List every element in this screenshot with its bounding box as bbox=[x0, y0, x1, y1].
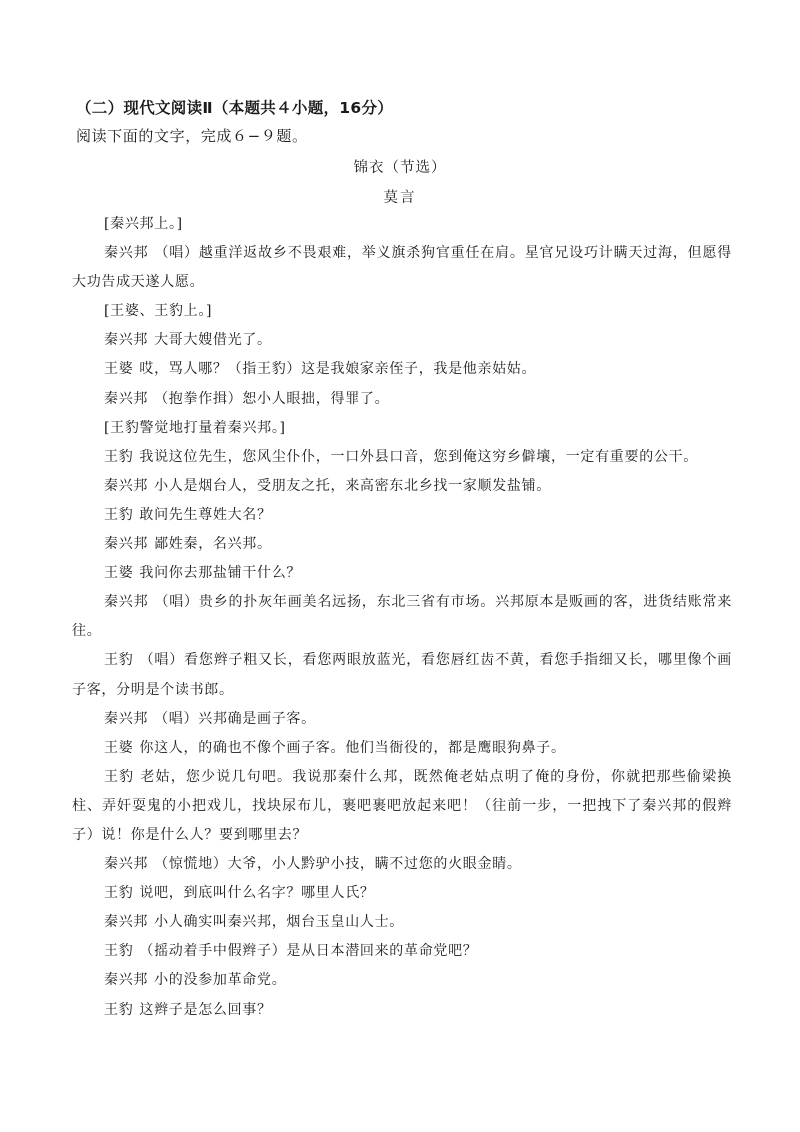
dialogue-line bbox=[72, 559, 732, 588]
line-text: （惊慌地）大爷，小人黔驴小技，瞒不过您的火眼金睛。 bbox=[154, 856, 522, 873]
speaker-name: 秦兴邦 bbox=[104, 856, 149, 873]
dialogue-line bbox=[72, 734, 732, 763]
line-text: 小的没参加革命党。 bbox=[154, 972, 287, 989]
dialogue-line bbox=[72, 355, 732, 384]
dialogue-line bbox=[72, 937, 732, 966]
line-text: 小人确实叫秦兴邦，烟台玉皇山人士。 bbox=[154, 914, 405, 931]
stage-direction bbox=[72, 210, 732, 239]
line-text: （抱拳作揖）恕小人眼拙，得罪了。 bbox=[154, 390, 390, 407]
line-text: 我说这位先生，您风尘仆仆，一口外县口音，您到俺这穷乡僻壤，一定有重要的公干。 bbox=[139, 448, 699, 465]
line-text: 这辫子是怎么回事？ bbox=[139, 1001, 272, 1018]
dialogue-line bbox=[72, 239, 732, 297]
stage-direction bbox=[72, 297, 732, 326]
line-text: 哎，骂人哪？（指王豹）这是我娘家亲侄子，我是他亲姑姑。 bbox=[139, 361, 537, 378]
dialogue-line bbox=[72, 705, 732, 734]
speaker-name: 王豹 bbox=[104, 1001, 134, 1018]
speaker-name: 王婆 bbox=[104, 361, 134, 378]
line-text: （唱）兴邦确是画子客。 bbox=[154, 710, 316, 727]
speaker-name: 王豹 bbox=[104, 652, 134, 669]
dialogue-line bbox=[72, 646, 732, 704]
line-text: [秦兴邦上。] bbox=[104, 216, 183, 232]
speaker-name: 王豹 bbox=[104, 943, 134, 960]
line-text: [王婆、王豹上。] bbox=[104, 303, 213, 320]
line-text: 老姑，您少说几句吧。我说那秦什么邦，既然俺老姑点明了俺的身份，你就把那些偷梁换柱、弄奸耍鬼的小把戏儿，找块尿布儿，裹吧裹吧放起来吧！（往前一步，一把拽下了秦兴邦的假辫子）说！你是什么人？要到哪里去？ bbox=[72, 768, 732, 843]
speaker-name: 王豹 bbox=[104, 506, 134, 523]
dialogue-line bbox=[72, 443, 732, 472]
reading-instruction: 阅读下面的文字，完成６−９题。 bbox=[76, 127, 308, 145]
line-text: （摇动着手中假辫子）是从日本潜回来的革命党吧？ bbox=[139, 943, 478, 960]
line-text: 你这人，的确也不像个画子客。他们当衙役的，都是鹰眼狗鼻子。 bbox=[139, 739, 566, 756]
speaker-name: 秦兴邦 bbox=[104, 332, 149, 349]
line-text: [王豹警觉地打量着秦兴邦。] bbox=[104, 419, 286, 436]
line-text: 说吧，到底叫什么名字？哪里人氏？ bbox=[139, 885, 375, 902]
passage-title: 锦衣（节选） bbox=[353, 160, 447, 176]
speaker-name: 秦兴邦 bbox=[104, 594, 149, 611]
speaker-name: 王婆 bbox=[104, 565, 134, 582]
stage-direction bbox=[72, 414, 732, 443]
dialogue-line bbox=[72, 996, 732, 1025]
line-text: 敢问先生尊姓大名？ bbox=[139, 506, 272, 523]
speaker-name: 王豹 bbox=[104, 885, 134, 902]
script-body bbox=[72, 210, 732, 1025]
line-text: 鄙姓秦，名兴邦。 bbox=[154, 536, 272, 553]
section-heading: （二）现代文阅读Ⅱ（本题共４小题，16分） bbox=[76, 99, 394, 117]
line-text: （唱）看您辫子粗又长，看您两眼放蓝光，看您唇红齿不黄，看您手指细又长，哪里像个画子客，分明是个读书郎。 bbox=[72, 652, 732, 698]
line-text: 小人是烟台人，受朋友之托，来高密东北乡找一家顺发盐铺。 bbox=[154, 477, 552, 494]
speaker-name: 王豹 bbox=[104, 768, 135, 785]
speaker-name: 秦兴邦 bbox=[104, 245, 149, 262]
dialogue-line bbox=[72, 530, 732, 559]
line-text: 大哥大嫂借光了。 bbox=[154, 332, 272, 349]
dialogue-line bbox=[72, 501, 732, 530]
dialogue-line bbox=[72, 326, 732, 355]
speaker-name: 秦兴邦 bbox=[104, 710, 149, 727]
dialogue-line bbox=[72, 908, 732, 937]
dialogue-line bbox=[72, 385, 732, 414]
speaker-name: 秦兴邦 bbox=[104, 914, 149, 931]
dialogue-line bbox=[72, 879, 732, 908]
speaker-name: 秦兴邦 bbox=[104, 536, 149, 553]
line-text: （唱）越重洋返故乡不畏艰难，举义旗杀狗官重任在肩。星官兄设巧计瞒天过海，但愿得大功告成天遂人愿。 bbox=[72, 245, 732, 291]
speaker-name: 秦兴邦 bbox=[104, 972, 149, 989]
speaker-name: 王豹 bbox=[104, 448, 134, 465]
dialogue-line bbox=[72, 850, 732, 879]
speaker-name: 王婆 bbox=[104, 739, 134, 756]
dialogue-line bbox=[72, 588, 732, 646]
speaker-name: 秦兴邦 bbox=[104, 390, 149, 407]
dialogue-line bbox=[72, 763, 732, 850]
line-text: 我问你去那盐铺干什么？ bbox=[139, 565, 302, 582]
dialogue-line bbox=[72, 966, 732, 995]
speaker-name: 秦兴邦 bbox=[104, 477, 149, 494]
line-text: （唱）贵乡的扑灰年画美名远扬，东北三省有市场。兴邦原本是贩画的客，进货结账常来往。 bbox=[72, 594, 732, 640]
passage-author: 莫言 bbox=[383, 190, 417, 206]
dialogue-line bbox=[72, 472, 732, 501]
